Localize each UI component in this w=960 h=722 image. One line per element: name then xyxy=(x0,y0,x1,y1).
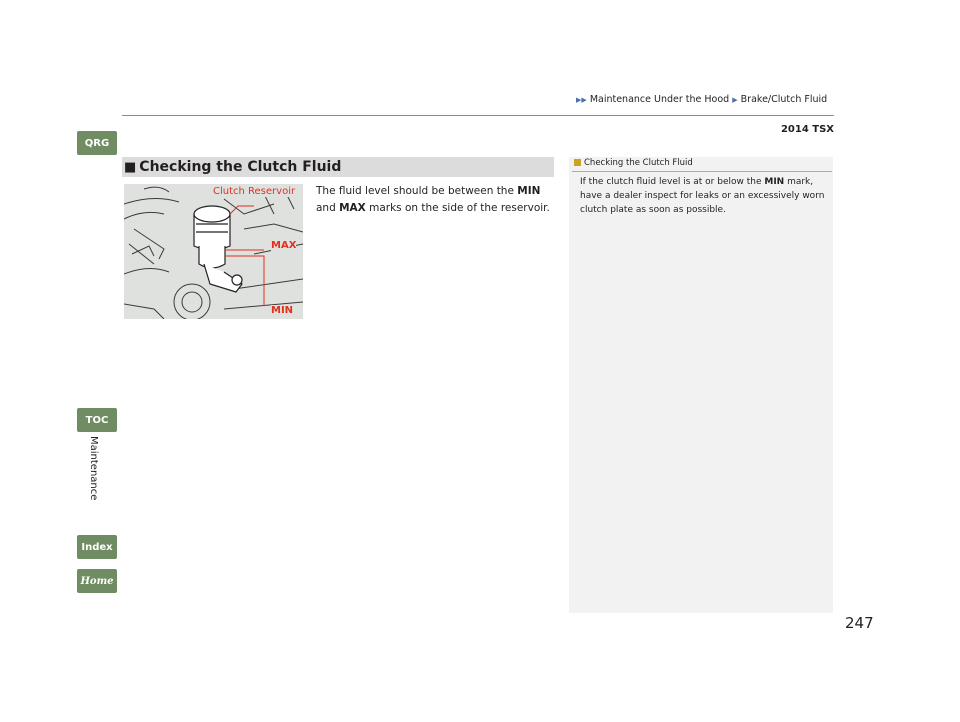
sidebar-note xyxy=(569,157,833,613)
note-text-1: If the clutch fluid level is at or below the xyxy=(580,177,765,187)
qrg-tab[interactable]: QRG xyxy=(77,131,117,155)
max-label: MAX xyxy=(271,240,297,251)
section-body xyxy=(316,183,556,217)
body-text-2: and xyxy=(316,202,340,214)
engine-bay-drawing xyxy=(124,184,303,319)
home-tab[interactable]: Home xyxy=(77,569,117,593)
model-label: 2014 TSX xyxy=(780,124,834,135)
body-max: MAX xyxy=(339,202,366,214)
toc-tab[interactable]: TOC xyxy=(77,408,117,432)
min-label: MIN xyxy=(271,305,294,316)
body-min: MIN xyxy=(517,185,541,197)
breadcrumb-parent[interactable]: Maintenance Under the Hood xyxy=(589,94,730,105)
square-bullet-icon: ■ xyxy=(124,159,137,175)
index-tab[interactable]: Index xyxy=(77,535,117,559)
section-title: Checking the Clutch Fluid xyxy=(139,159,342,175)
breadcrumb xyxy=(576,94,827,105)
note-marker-icon xyxy=(574,159,581,166)
section-side-label: Maintenance xyxy=(88,436,99,501)
note-text xyxy=(580,175,828,217)
header-divider xyxy=(122,115,834,116)
arrow-icon: ▶ xyxy=(732,96,738,104)
section-heading xyxy=(122,157,554,177)
note-min: MIN xyxy=(764,177,785,187)
note-title xyxy=(574,158,693,168)
breadcrumb-current: Brake/Clutch Fluid xyxy=(740,94,828,105)
note-title-text: Checking the Clutch Fluid xyxy=(584,158,693,168)
double-arrow-icon: ▶▶ xyxy=(576,96,587,104)
body-text-1: The fluid level should be between the xyxy=(316,185,518,197)
page-number: 247 xyxy=(845,614,874,632)
note-divider xyxy=(572,171,832,172)
body-text-3: marks on the side of the reservoir. xyxy=(365,202,550,214)
clutch-reservoir-label: Clutch Reservoir xyxy=(213,186,296,197)
note-text-2: mark, have a dealer inspect for leaks or an excessively worn clutch plate as soon as possible. xyxy=(580,177,825,215)
clutch-reservoir-illustration xyxy=(124,184,303,319)
